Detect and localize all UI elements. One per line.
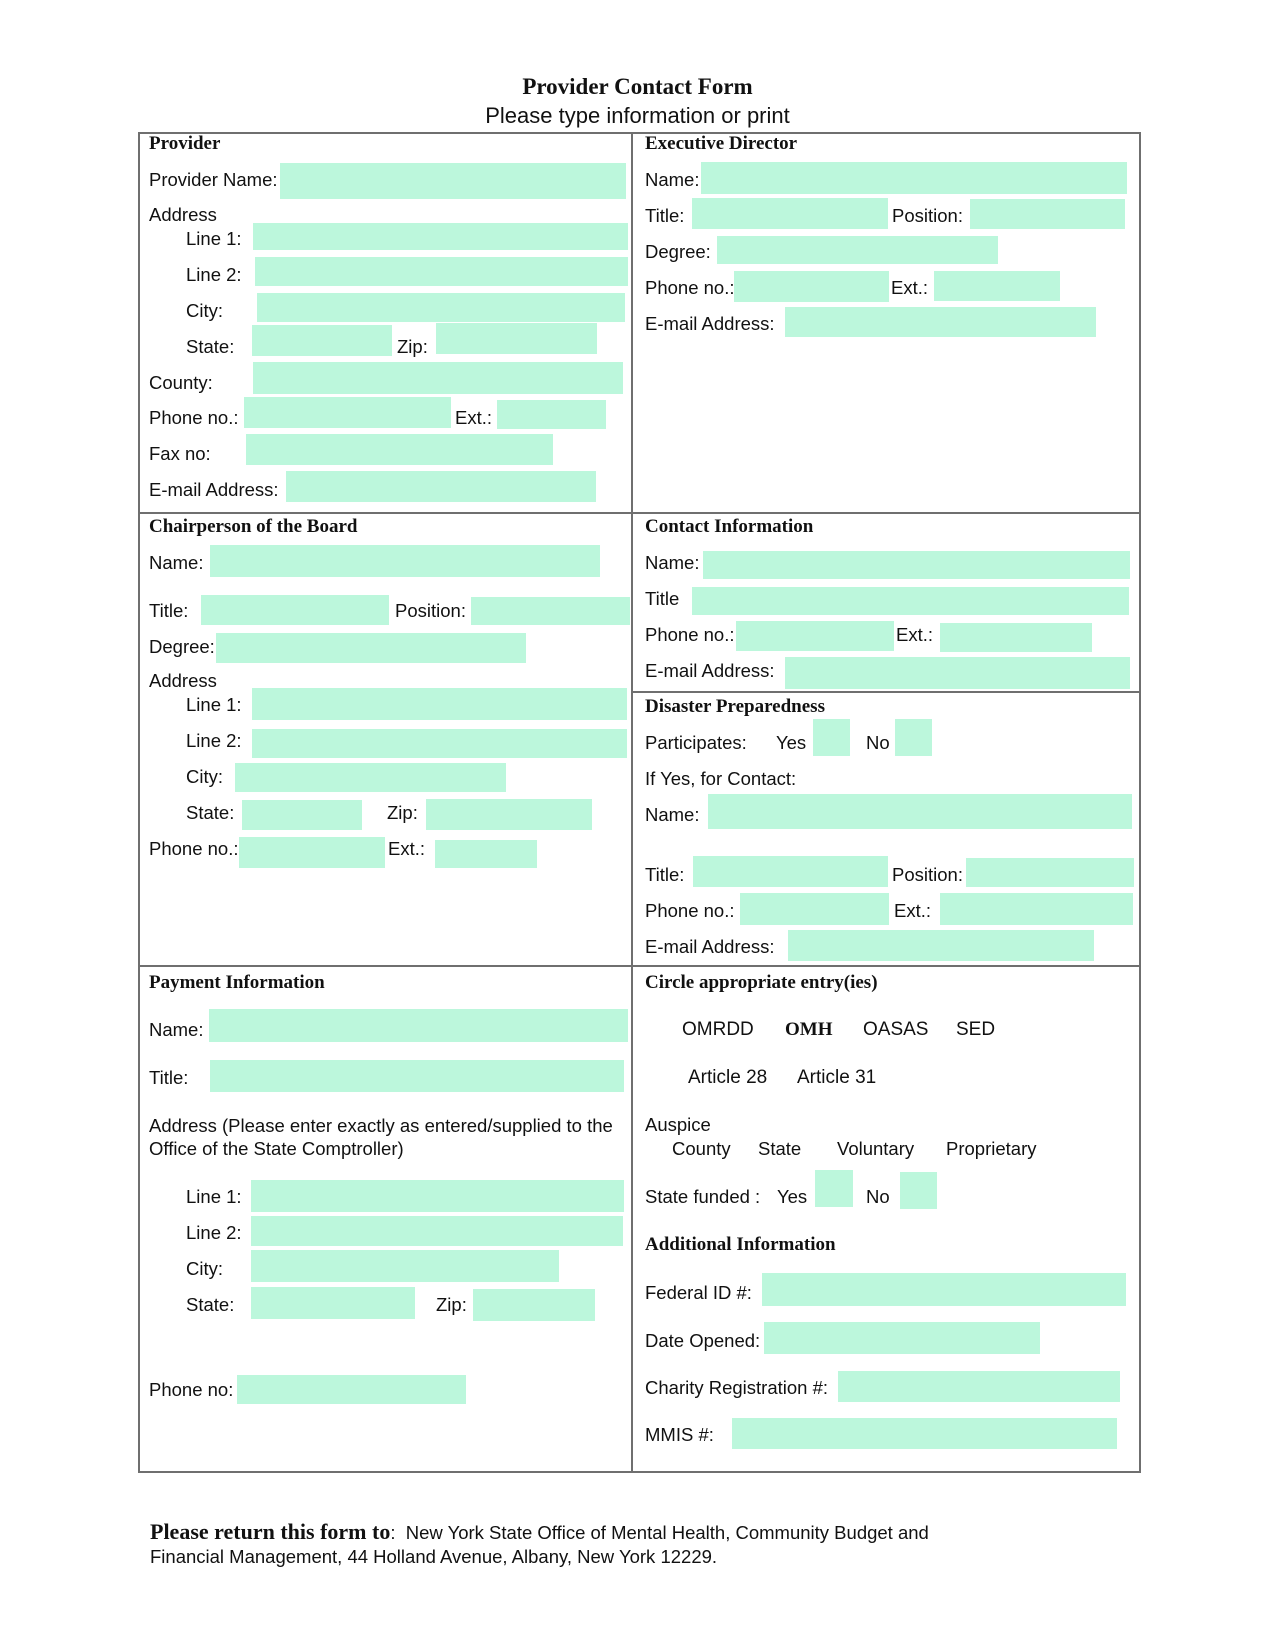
auspice-state[interactable]: State (758, 1138, 802, 1159)
charity-registration-field[interactable] (838, 1371, 1120, 1402)
provider-city-label: City: (186, 300, 223, 321)
pay-line2-field[interactable] (251, 1216, 623, 1246)
dp-ext-label: Ext.: (894, 900, 932, 921)
dp-participates-label: Participates: (645, 732, 747, 753)
dp-name-field[interactable] (708, 794, 1132, 829)
provider-line2-field[interactable] (255, 257, 628, 286)
option-omh[interactable]: OMH (785, 1019, 833, 1040)
chair-name-field[interactable] (210, 545, 600, 577)
mmis-field[interactable] (732, 1418, 1117, 1449)
dp-position-label: Position: (892, 864, 963, 885)
dp-email-label: E-mail Address: (645, 936, 775, 957)
auspice-label: Auspice (645, 1114, 711, 1135)
chair-phone-label: Phone no.: (149, 838, 239, 859)
column-divider (631, 132, 633, 1473)
chair-zip-label: Zip: (387, 802, 418, 823)
chair-title-label: Title: (149, 600, 189, 621)
ed-ext-label: Ext.: (891, 277, 929, 298)
executive-director-heading: Executive Director (645, 133, 798, 154)
footer-address-line1: New York State Office of Mental Health, Community Budget and (405, 1522, 929, 1543)
chair-city-label: City: (186, 766, 223, 787)
payment-information-heading: Payment Information (149, 972, 325, 993)
contact-ext-field[interactable] (940, 623, 1092, 652)
provider-ext-label: Ext.: (455, 407, 493, 428)
provider-address-label: Address (149, 204, 217, 225)
chair-city-field[interactable] (235, 763, 506, 792)
pay-name-field[interactable] (209, 1009, 628, 1042)
pay-zip-field[interactable] (473, 1289, 595, 1321)
state-funded-yes-box[interactable] (815, 1170, 853, 1207)
dp-if-yes-label: If Yes, for Contact: (645, 768, 797, 789)
ed-name-field[interactable] (701, 162, 1127, 194)
chair-zip-field[interactable] (426, 799, 592, 830)
chair-ext-field[interactable] (435, 840, 537, 868)
disaster-preparedness-heading: Disaster Preparedness (645, 696, 825, 717)
chair-title-field[interactable] (201, 595, 389, 625)
chair-address-label: Address (149, 670, 217, 691)
provider-phone-label: Phone no.: (149, 407, 239, 428)
state-funded-yes-label: Yes (777, 1186, 808, 1207)
dp-position-field[interactable] (966, 858, 1134, 887)
dp-title-label: Title: (645, 864, 685, 885)
ed-phone-field[interactable] (734, 271, 889, 302)
provider-line1-field[interactable] (253, 223, 628, 250)
option-sed[interactable]: SED (956, 1019, 996, 1040)
date-opened-label: Date Opened: (645, 1330, 761, 1351)
auspice-county[interactable]: County (672, 1138, 731, 1159)
chair-line2-field[interactable] (252, 729, 627, 758)
contact-name-field[interactable] (703, 551, 1130, 579)
provider-state-field[interactable] (252, 325, 392, 356)
provider-city-field[interactable] (257, 293, 625, 322)
ed-title-label: Title: (645, 205, 685, 226)
ed-email-label: E-mail Address: (645, 313, 775, 334)
provider-line1-label: Line 1: (186, 228, 242, 249)
provider-county-label: County: (149, 372, 213, 393)
state-funded-no-label: No (866, 1186, 890, 1207)
dp-yes-box[interactable] (813, 719, 850, 756)
chair-name-label: Name: (149, 552, 204, 573)
dp-name-label: Name: (645, 804, 700, 825)
ed-title-field[interactable] (692, 198, 888, 229)
chair-state-label: State: (186, 802, 235, 823)
contact-email-field[interactable] (785, 657, 1130, 689)
mmis-label: MMIS #: (645, 1424, 714, 1445)
ed-position-field[interactable] (970, 199, 1125, 229)
pay-state-field[interactable] (251, 1287, 415, 1319)
dp-no-label: No (866, 732, 890, 753)
footer-address-line2: Financial Management, 44 Holland Avenue, Albany, New York 12229. (150, 1546, 718, 1567)
contact-title-field[interactable] (692, 587, 1129, 615)
contact-title-label: Title (645, 588, 680, 609)
chair-position-label: Position: (395, 600, 466, 621)
dp-ext-field[interactable] (940, 893, 1133, 925)
dp-email-field[interactable] (788, 930, 1094, 961)
chairperson-heading: Chairperson of the Board (149, 516, 358, 537)
provider-fax-field[interactable] (246, 434, 553, 465)
state-funded-no-box[interactable] (900, 1172, 937, 1209)
ed-name-label: Name: (645, 169, 700, 190)
provider-email-field[interactable] (286, 471, 596, 502)
footer-colon: : (390, 1522, 396, 1543)
ed-position-label: Position: (892, 205, 963, 226)
ed-email-field[interactable] (785, 307, 1096, 337)
chair-phone-field[interactable] (239, 837, 385, 868)
chair-degree-label: Degree: (149, 636, 215, 657)
chair-position-field[interactable] (471, 597, 630, 625)
pay-title-field[interactable] (210, 1060, 624, 1092)
row-divider-2 (138, 965, 1141, 967)
contact-phone-field[interactable] (736, 621, 894, 651)
provider-line2-label: Line 2: (186, 264, 242, 285)
dp-phone-label: Phone no.: (645, 900, 735, 921)
dp-yes-label: Yes (776, 732, 807, 753)
provider-phone-field[interactable] (244, 397, 451, 428)
form-title: Provider Contact Form (522, 74, 753, 99)
chair-line2-label: Line 2: (186, 730, 242, 751)
provider-fax-label: Fax no: (149, 443, 211, 464)
pay-state-label: State: (186, 1294, 235, 1315)
contact-phone-label: Phone no.: (645, 624, 735, 645)
pay-line1-label: Line 1: (186, 1186, 242, 1207)
pay-title-label: Title: (149, 1067, 189, 1088)
charity-registration-label: Charity Registration #: (645, 1377, 829, 1398)
provider-zip-label: Zip: (397, 336, 428, 357)
pay-phone-label: Phone no: (149, 1379, 234, 1400)
federal-id-field[interactable] (762, 1273, 1126, 1306)
pay-phone-field[interactable] (237, 1375, 466, 1404)
ed-ext-field[interactable] (934, 271, 1060, 301)
dp-title-field[interactable] (693, 856, 888, 887)
option-article-28[interactable]: Article 28 (688, 1067, 768, 1088)
option-omrdd[interactable]: OMRDD (682, 1019, 754, 1040)
chair-ext-label: Ext.: (388, 838, 426, 859)
row-divider-1 (138, 512, 1141, 514)
pay-name-label: Name: (149, 1019, 204, 1040)
chair-degree-field[interactable] (216, 633, 526, 663)
contact-information-heading: Contact Information (645, 516, 814, 537)
contact-ext-label: Ext.: (896, 624, 934, 645)
option-article-31[interactable]: Article 31 (797, 1067, 877, 1088)
provider-email-label: E-mail Address: (149, 479, 279, 500)
contact-email-label: E-mail Address: (645, 660, 775, 681)
auspice-voluntary[interactable]: Voluntary (837, 1138, 915, 1159)
ed-degree-field[interactable] (717, 236, 998, 264)
dp-no-box[interactable] (895, 719, 932, 756)
form-subtitle: Please type information or print (485, 103, 790, 128)
pay-line1-field[interactable] (251, 1180, 624, 1212)
auspice-proprietary[interactable]: Proprietary (946, 1138, 1037, 1159)
option-oasas[interactable]: OASAS (863, 1019, 929, 1040)
provider-county-field[interactable] (253, 362, 623, 394)
dp-phone-field[interactable] (740, 893, 889, 925)
provider-zip-field[interactable] (436, 323, 597, 354)
provider-heading: Provider (149, 133, 221, 154)
pay-address-note-line2: Office of the State Comptroller) (149, 1138, 404, 1159)
ed-phone-label: Phone no.: (645, 277, 735, 298)
provider-state-label: State: (186, 336, 235, 357)
circle-entries-heading: Circle appropriate entry(ies) (645, 972, 878, 993)
state-funded-label: State funded : (645, 1186, 761, 1207)
contact-name-label: Name: (645, 552, 700, 573)
chair-state-field[interactable] (242, 800, 362, 830)
pay-city-label: City: (186, 1258, 223, 1279)
federal-id-label: Federal ID #: (645, 1282, 752, 1303)
provider-ext-field[interactable] (497, 400, 606, 429)
pay-line2-label: Line 2: (186, 1222, 242, 1243)
date-opened-field[interactable] (764, 1322, 1040, 1354)
additional-information-heading: Additional Information (645, 1234, 836, 1255)
row-divider-right (632, 691, 1141, 693)
provider-name-label: Provider Name: (149, 169, 278, 190)
chair-line1-label: Line 1: (186, 694, 242, 715)
chair-line1-field[interactable] (252, 688, 627, 720)
footer-return-label: Please return this form to (150, 1519, 391, 1544)
ed-degree-label: Degree: (645, 241, 711, 262)
footer-return-instructions (150, 1520, 1150, 1569)
provider-name-field[interactable] (280, 163, 626, 199)
pay-zip-label: Zip: (436, 1294, 467, 1315)
pay-city-field[interactable] (251, 1250, 559, 1282)
pay-address-note-line1: Address (Please enter exactly as entered/supplied to the (149, 1115, 613, 1136)
